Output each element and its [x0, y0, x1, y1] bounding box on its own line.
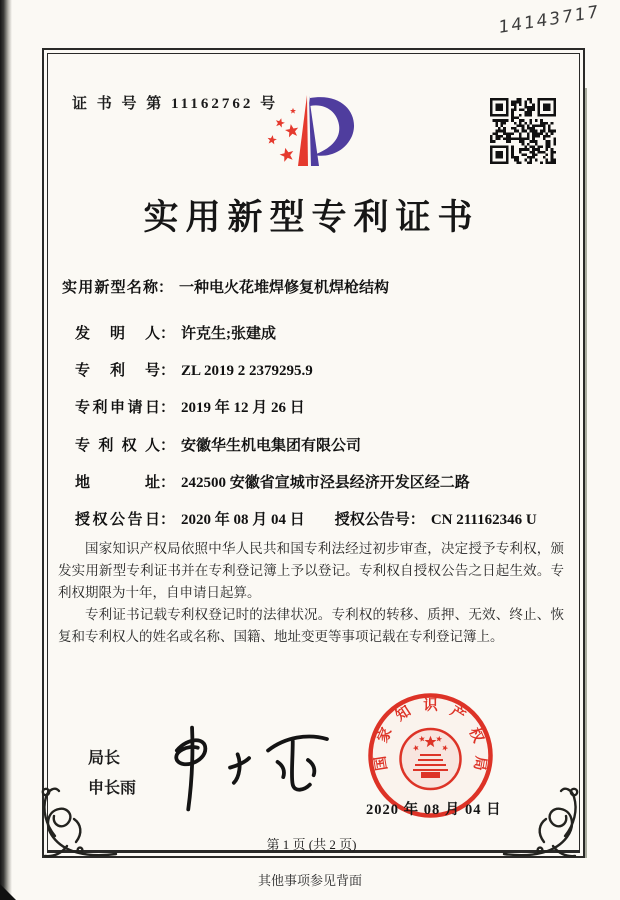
field-value: 安徽华生机电集团有限公司 — [181, 438, 362, 454]
colon: ： — [160, 400, 176, 416]
seal-char: 知 — [393, 703, 414, 725]
national-emblem-icon — [401, 729, 461, 789]
seal-char: 家 — [375, 725, 396, 746]
legal-paragraph-2: 专利证书记载专利权登记时的法律状况。专利权的转移、质押、无效、终止、恢复和专利权人的姓名或名称、国籍、地址变更等事项记载在专利登记簿上。 — [58, 607, 564, 644]
page-edge-line — [585, 88, 587, 858]
commissioner-block — [88, 744, 136, 804]
seal-char: 识 — [423, 698, 438, 714]
field-label: 专利号 — [75, 363, 160, 379]
seal-char: 局 — [470, 754, 489, 772]
field-label: 专利申请日 — [75, 400, 160, 416]
handwritten-annotation: 14143717 — [498, 1, 601, 39]
page-number: 第 1 页 (共 2 页) — [266, 837, 357, 852]
field-value: 一种电火花堆焊修复机焊枪结构 — [179, 280, 390, 296]
field-row-patent-number — [75, 359, 313, 380]
scan-edge-shadow — [0, 0, 12, 900]
colon: ： — [160, 438, 176, 454]
cnipa-logo-icon — [262, 84, 402, 176]
field-value: CN 211162346 U — [430, 512, 537, 528]
field-label: 发明人 — [75, 326, 160, 342]
seal-char: 国 — [372, 754, 391, 772]
colon: ： — [160, 512, 176, 528]
colon: ： — [160, 475, 176, 491]
seal-date: 2020 年 08 月 04 日 — [366, 802, 502, 818]
field-value: ZL 2019 2 2379295.9 — [181, 363, 313, 379]
signature-handwriting — [150, 722, 350, 817]
field-label: 地址 — [75, 475, 160, 491]
colon: ： — [409, 512, 425, 528]
back-page-note: 其他事项参见背面 — [257, 873, 362, 888]
certificate-number: 证 书 号 第 11162762 号 — [72, 96, 279, 112]
field-row-grant — [75, 508, 537, 529]
field-value: 2020 年 08 月 04 日 — [181, 512, 305, 528]
legal-text — [58, 538, 564, 648]
field-label: 授权公告日 — [75, 512, 160, 528]
field-label: 实用新型名称 — [62, 280, 158, 296]
seal-char: 产 — [447, 703, 468, 725]
field-label: 专利权人 — [75, 438, 160, 454]
seal-char: 权 — [465, 725, 486, 746]
field-value: 2019 年 12 月 26 日 — [181, 400, 305, 416]
commissioner-title: 局长 — [88, 750, 121, 767]
colon: ： — [158, 280, 174, 296]
field-row-patentee — [75, 434, 361, 455]
field-row-filing-date — [75, 396, 305, 417]
field-row-inventor — [75, 322, 276, 343]
field-value: 许克生;张建成 — [181, 326, 277, 342]
field-value: 242500 安徽省宣城市泾县经济开发区经二路 — [181, 475, 470, 491]
field-row-name — [62, 276, 390, 297]
legal-paragraph-1: 国家知识产权局依照中华人民共和国专利法经过初步审查，决定授予专利权，颁发实用新型专利证书并在专利登记簿上予以登记。专利权自授权公告之日起生效。专利权期限为十年，自申请日起算。 — [58, 541, 564, 600]
commissioner-name: 申长雨 — [88, 780, 137, 797]
colon: ： — [160, 326, 176, 342]
colon: ： — [160, 363, 176, 379]
field-row-address — [75, 471, 470, 492]
qr-code — [490, 98, 556, 164]
certificate-title: 实用新型专利证书 — [143, 198, 480, 237]
field-label: 授权公告号 — [334, 512, 410, 528]
